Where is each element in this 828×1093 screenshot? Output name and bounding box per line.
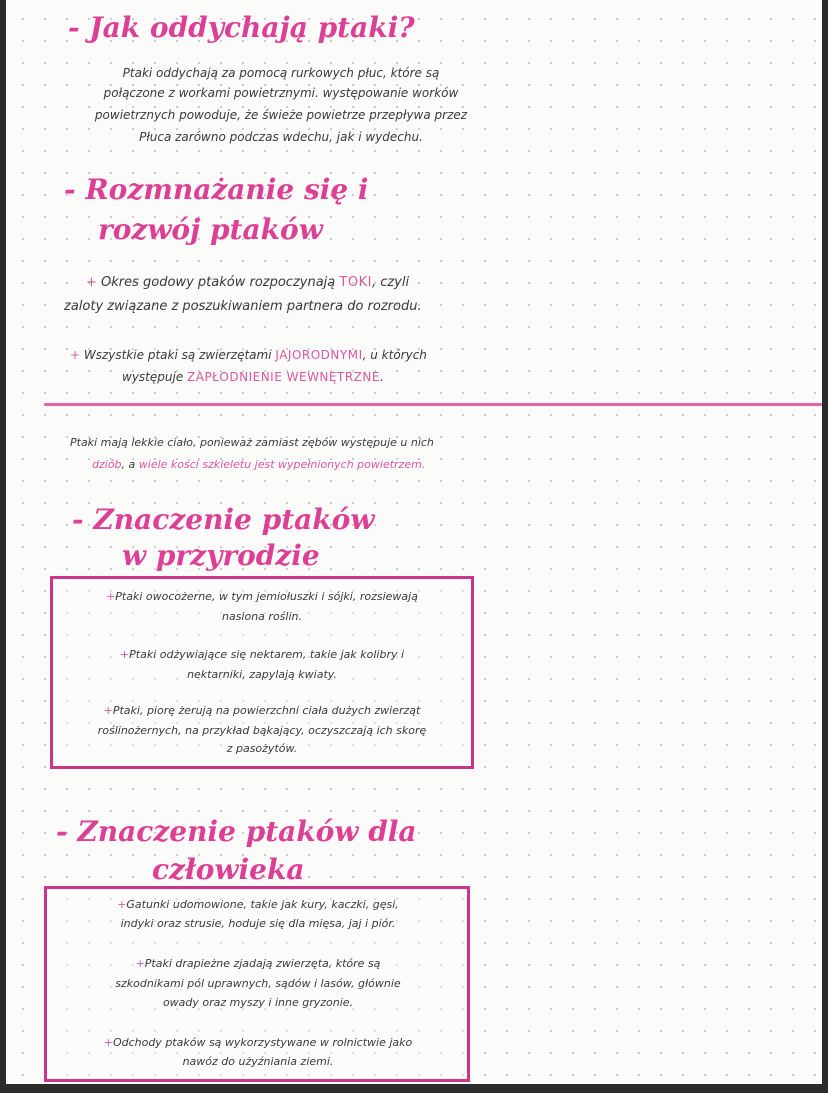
term-kosci: wiele kości szkieletu jest wypełnionych powietrzem. — [138, 458, 426, 471]
nature-item-3-line-1: +Ptaki, piorę żerują na powierzchni ciała dużych zwierząt — [103, 704, 421, 717]
plus-icon: + — [70, 348, 84, 362]
heading-human-line-2: człowieka — [152, 853, 305, 886]
plus-icon: + — [117, 898, 127, 911]
heading-human-line-1: - Znaczenie ptaków dla — [56, 815, 417, 848]
notebook-page — [6, 0, 822, 1084]
heading-reproduction-line-2: rozwój ptaków — [98, 213, 323, 246]
nature-item-2-line-1: +Ptaki odżywiające się nektarem, takie jak kolibry i — [119, 648, 405, 661]
term-jajorodnymi: JAJORODNYMI — [275, 348, 363, 362]
breathing-line-1: Ptaki oddychają za pomocą rurkowych płuc, które są — [122, 66, 440, 80]
light-body-line-2: dziób, a wiele kości szkieletu jest wypełnionych powietrzem. — [92, 458, 426, 471]
nature-item-3-line-2: roślinożernych, na przykład bąkający, oczyszczają ich skorę — [97, 724, 427, 737]
plus-icon: + — [135, 957, 145, 970]
nature-item-2-line-2: nektarniki, zapylają kwiaty. — [187, 668, 337, 681]
reproduction-item-2-line-1: + Wszystkie ptaki są zwierzętami JAJORODNYMI, u których — [70, 348, 427, 362]
nature-item-1-line-1: +Ptaki owocożerne, w tym jemiołuszki i sójki, rozsiewają — [106, 590, 418, 603]
nature-item-3-line-3: z pasożytów. — [226, 742, 298, 755]
breathing-line-4: Płuca zarówno podczas wdechu, jak i wydechu. — [139, 130, 423, 144]
human-item-2-line-3: owady oraz myszy i inne gryzonie. — [162, 996, 354, 1009]
breathing-line-3: powietrznych powoduje, że świeże powietrze przepływa przez — [94, 108, 468, 122]
reproduction-item-1-line-2: zaloty związane z poszukiwaniem partnera do rozrodu. — [64, 299, 422, 314]
heading-nature-line-2: w przyrodzie — [122, 539, 320, 572]
section-divider — [44, 403, 822, 406]
term-zaplodnienie: ZAPŁODNIENIE WEWNĘTRZNE — [187, 370, 380, 384]
plus-icon: + — [103, 1036, 113, 1049]
plus-icon: + — [86, 275, 102, 290]
term-dziob: dziób — [92, 458, 122, 471]
reproduction-item-2-line-2: występuje ZAPŁODNIENIE WEWNĘTRZNE. — [122, 370, 384, 384]
reproduction-item-1-line-1: + Okres godowy ptaków rozpoczynają TOKI, czyli — [86, 275, 410, 290]
plus-icon: + — [106, 590, 116, 603]
human-item-1-line-2: indyki oraz strusie, hoduje się dla mięsa, jaj i piór. — [120, 917, 396, 930]
heading-nature-line-1: - Znaczenie ptaków — [72, 503, 375, 536]
heading-reproduction-line-1: - Rozmnażanie się i — [64, 173, 369, 206]
plus-icon: + — [103, 704, 113, 717]
human-item-2-line-1: +Ptaki drapieżne zjadają zwierzęta, które są — [135, 957, 381, 970]
plus-icon: + — [119, 648, 130, 661]
human-item-3-line-1: +Odchody ptaków są wykorzystywane w rolnictwie jako — [103, 1036, 413, 1049]
heading-breathing: - Jak oddychają ptaki? — [68, 11, 415, 44]
human-item-1-line-1: +Gatunki udomowione, takie jak kury, kaczki, gęsi, — [117, 898, 399, 911]
breathing-line-2: połączone z workami powietrznymi. występowanie worków — [103, 86, 459, 100]
light-body-line-1: Ptaki mają lekkie ciało, ponieważ zamiast zębów występuje u nich — [70, 436, 434, 449]
term-toki: TOKI — [339, 275, 372, 290]
human-item-3-line-2: nawóz do użyźniania ziemi. — [182, 1055, 334, 1068]
nature-item-1-line-2: nasiona roślin. — [221, 610, 302, 623]
human-item-2-line-2: szkodnikami pól uprawnych, sądów i lasów, głównie — [115, 977, 401, 990]
